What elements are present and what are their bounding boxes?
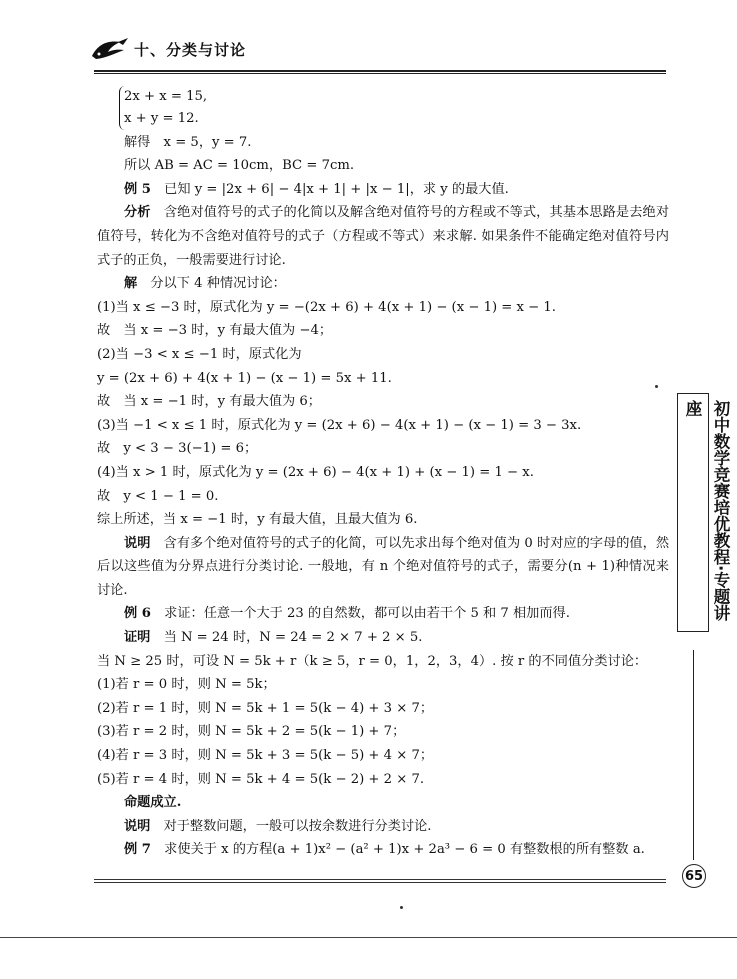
case-line: (4)若 r = 3 时，则 N = 5k + 3 = 5(k − 5) + 4 × 7； [97,748,434,764]
proof-line: 证明 当 N = 24 时，N = 24 = 2 × 7 + 2 × 5. [124,630,423,646]
note-label: 说明 [124,535,151,551]
text-line: 所以 AB = AC = 10cm，BC = 7cm. [124,158,355,174]
case-line: 故 y < 3 − 3(−1) = 6； [97,441,258,457]
header-rule [94,70,666,72]
page-body [97,86,669,862]
analysis-label: 分析 [124,205,151,221]
example-5-statement: 例 5 已知 y = |2x + 6| − 4|x + 1| + |x − 1|，求 y 的最大值. [124,181,509,197]
case-line: y = (2x + 6) + 4(x + 1) − (x − 1) = 5x + 11. [97,370,392,386]
series-title: 初中数学竞赛培优教程·专题讲座 [683,400,730,621]
text-line: 解得 x = 5，y = 7. [124,134,252,150]
case-line: (2)若 r = 1 时，则 N = 5k + 1 = 5(k − 4) + 3 × 7； [97,700,434,716]
proof-line: 当 N ≥ 25 时，可设 N = 5k + r（k ≥ 5，r = 0，1，2，3，4）. 按 r 的不同值分类讨论： [97,653,648,669]
proof-conclusion: 命题成立. [124,795,182,811]
note-line: 说明 对于整数问题，一般可以按余数进行分类讨论. [124,818,432,834]
series-side-tab [677,393,730,632]
example-label: 例 6 [124,606,151,622]
bird-pen-icon [90,36,130,62]
scan-speck [655,385,658,388]
equation-line: x + y = 12. [124,111,199,126]
footer-rule [94,879,666,880]
note-paragraph: 说明 含有多个绝对值符号的式子的化简，可以先求出每个绝对值为 0 时对应的字母的值，然后以这些值为分界点进行分类讨论. 一般地，有 n 个绝对值符号的式子，需要分(n + 1)种情况来讨论. [97,535,670,598]
chapter-title: 十、分类与讨论 [134,40,247,59]
case-line: (1)当 x ≤ −3 时，原式化为 y = −(2x + 6) + 4(x + 1) − (x − 1) = x − 1. [97,299,556,315]
solution-label: 解 [124,276,138,292]
case-line: 故 当 x = −1 时，y 有最大值为 6； [97,394,321,410]
equation-line: 2x + x = 15, [124,89,208,104]
equation-system [119,86,207,130]
example-label: 例 5 [124,181,151,197]
case-line: 故 当 x = −3 时，y 有最大值为 −4； [97,323,333,339]
side-rule [693,650,694,860]
page-header [90,34,246,64]
note-label: 说明 [124,818,151,834]
scan-edge-line [0,937,737,938]
example-6-statement: 例 6 求证：任意一个大于 23 的自然数，都可以由若干个 5 和 7 相加而得. [124,606,570,622]
case-line: (1)若 r = 0 时，则 N = 5k； [97,677,276,693]
example-label: 例 7 [124,842,151,858]
header-rule-thin [94,73,666,74]
solution-intro: 解 分以下 4 种情况讨论： [124,276,286,292]
example-7-statement: 例 7 求使关于 x 的方程(a + 1)x² − (a² + 1)x + 2a³ − 6 = 0 有整数根的所有整数 a. [124,842,645,858]
page-number: 65 [682,864,706,888]
footer-rule-thin [94,882,666,883]
scan-speck [400,906,403,909]
conclusion-line: 综上所述，当 x = −1 时，y 有最大值，且最大值为 6. [97,512,418,528]
analysis-paragraph: 分析 含绝对值符号的式子的化简以及解含绝对值符号的方程或不等式，其基本思路是去绝对值符号，转化为不含绝对值符号的式子（方程或不等式）来求解. 如果条件不能确定绝对值符号内式子的正负，一般需要进行讨论. [97,205,670,268]
case-line: 故 y < 1 − 1 = 0. [97,488,219,504]
case-line: (2)当 −3 < x ≤ −1 时，原式化为 [97,346,302,362]
case-line: (5)若 r = 4 时，则 N = 5k + 4 = 5(k − 2) + 2 × 7. [97,771,425,787]
proof-label: 证明 [124,630,151,646]
case-line: (3)当 −1 < x ≤ 1 时，原式化为 y = (2x + 6) − 4(x + 1) − (x − 1) = 3 − 3x. [97,417,582,433]
case-line: (4)当 x > 1 时，原式化为 y = (2x + 6) − 4(x + 1) + (x − 1) = 1 − x. [97,464,534,480]
case-line: (3)若 r = 2 时，则 N = 5k + 2 = 5(k − 1) + 7； [97,724,406,740]
